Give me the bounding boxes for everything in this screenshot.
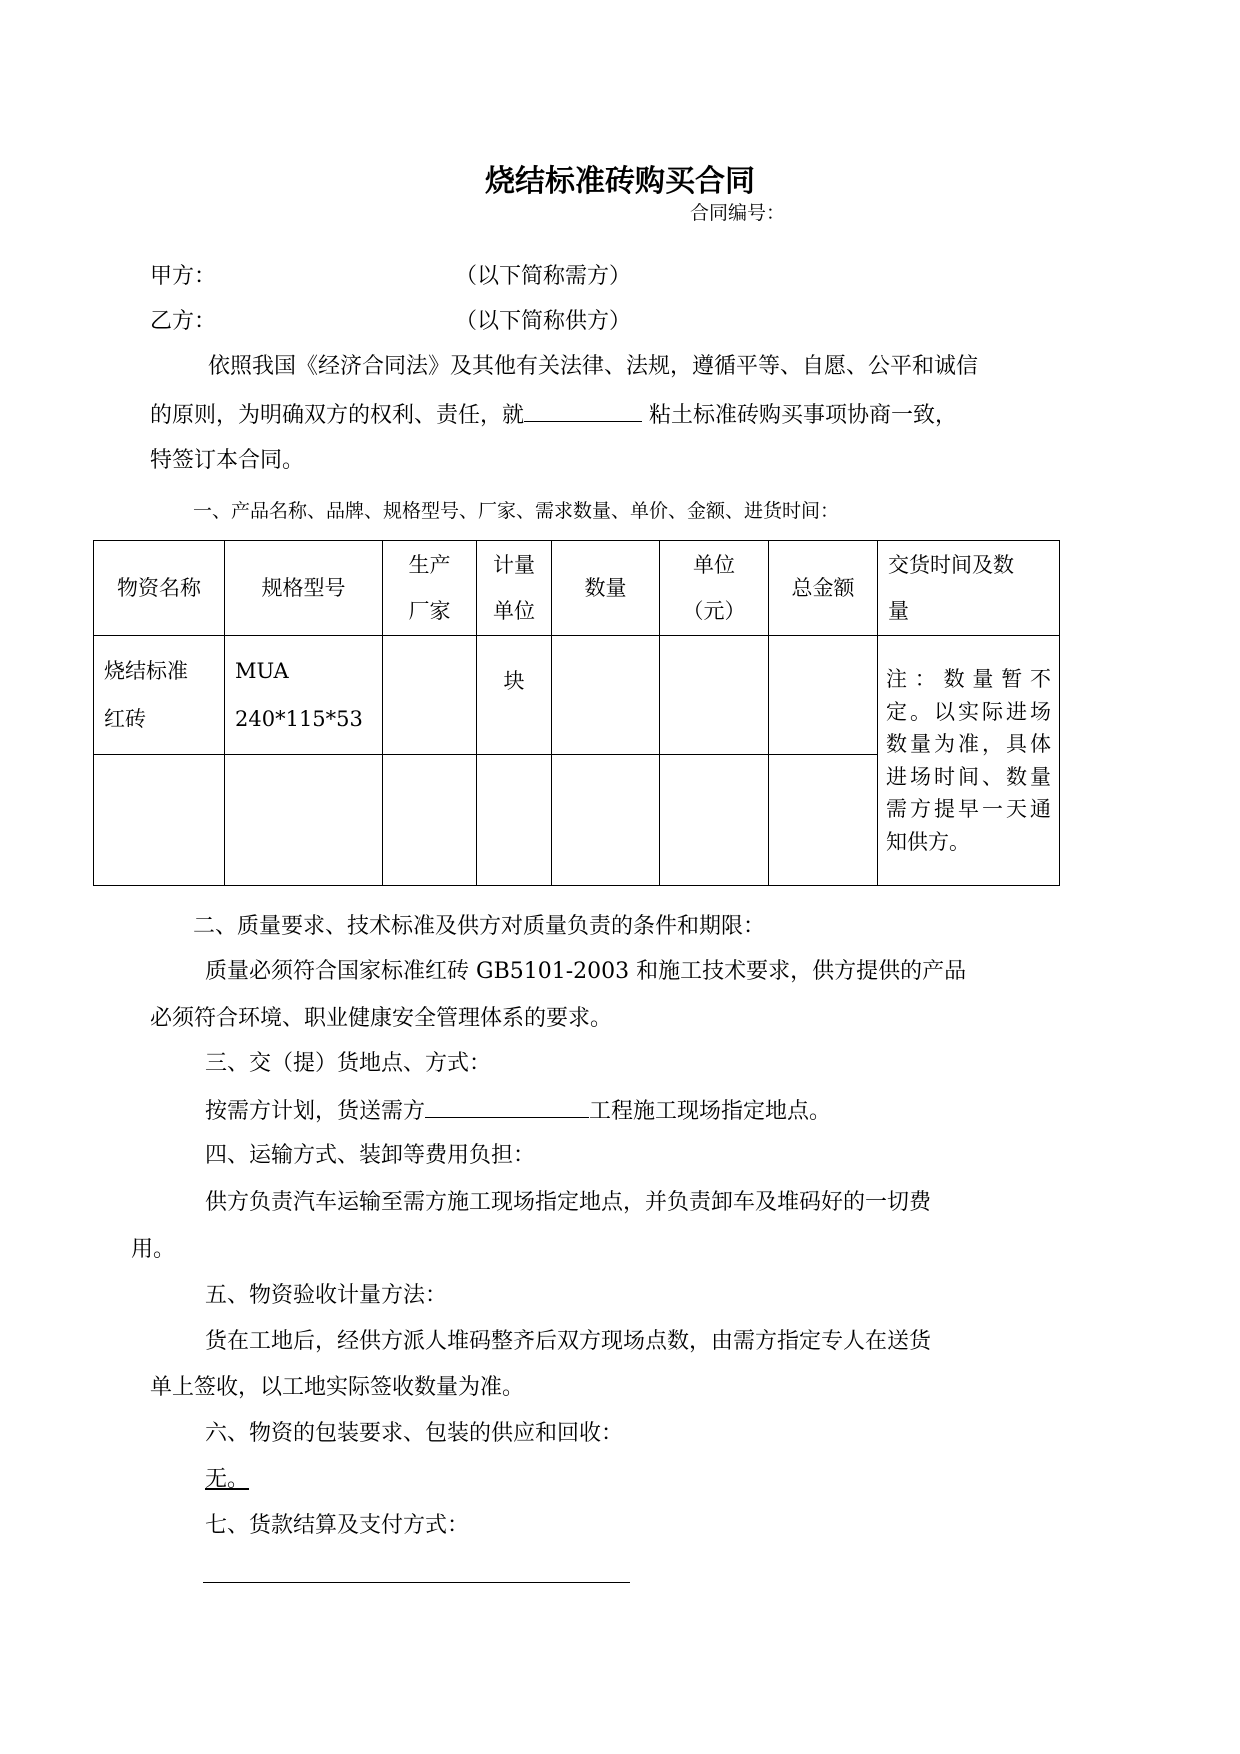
header-maker-line-2: 厂家 (408, 599, 451, 623)
section-4-title: 四、运输方式、装卸等费用负担： (205, 1143, 536, 1168)
party-a-note: （以下简称需方） (455, 264, 632, 289)
empty-cell (769, 755, 878, 886)
preamble-line-2-start: 的原则，为明确双方的权利、责任，就 (150, 403, 525, 428)
section-2-body-line-1: 质量必须符合国家标准红砖 GB5101-2003 和施工技术要求，供方提供的产品 (205, 959, 967, 984)
preamble-line-2 (150, 399, 957, 431)
cell-spec-line-1: MUA (235, 659, 289, 683)
section-4-body-line-1: 供方负责汽车运输至需方施工现场指定地点，并负责卸车及堆码好的一切费 (205, 1190, 932, 1215)
header-price-line-1: 单位 (693, 553, 735, 577)
table-row (94, 636, 1060, 755)
cell-unit: 块 (477, 636, 552, 755)
section-5-body-line-2: 单上签收，以工地实际签收数量为准。 (150, 1375, 525, 1400)
party-b-label: 乙方： (150, 309, 217, 334)
section-1-title: 一、产品名称、品牌、规格型号、厂家、需求数量、单价、金额、进货时间： (193, 500, 840, 522)
header-price (660, 541, 769, 636)
preamble-line-3: 特签订本合同。 (150, 448, 305, 473)
section-3-title: 三、交（提）货地点、方式： (205, 1051, 492, 1076)
section-5-title: 五、物资验收计量方法： (205, 1283, 448, 1308)
section-7-title: 七、货款结算及支付方式： (205, 1513, 470, 1538)
header-unit (477, 541, 552, 636)
cell-spec (225, 636, 383, 755)
empty-cell (94, 755, 225, 886)
cell-qty (552, 636, 660, 755)
cell-name-line-2: 红砖 (104, 707, 146, 731)
cell-name-line-1: 烧结标准 (104, 659, 188, 683)
empty-cell (552, 755, 660, 886)
header-maker-line-1: 生产 (408, 553, 451, 577)
header-qty: 数量 (552, 541, 660, 636)
party-a-label: 甲方： (150, 264, 217, 289)
cell-total (769, 636, 878, 755)
preamble-line-1: 依照我国《经济合同法》及其他有关法律、法规，遵循平等、自愿、公平和诚信 (208, 354, 979, 379)
cell-name (94, 636, 225, 755)
header-total: 总金额 (769, 541, 878, 636)
header-maker (383, 541, 477, 636)
contract-number-label: 合同编号： (690, 202, 786, 224)
header-delivery-line-2: 量 (888, 599, 909, 623)
payment-blank-line (203, 1582, 630, 1583)
header-delivery (878, 541, 1060, 636)
section-6-body: 无。 (205, 1467, 250, 1492)
section-2-title: 二、质量要求、技术标准及供方对质量负责的条件和期限： (193, 914, 766, 939)
section-3-body-start: 按需方计划，货送需方 (205, 1099, 426, 1124)
section-3-body-end: 工程施工现场指定地点。 (589, 1099, 832, 1124)
empty-cell (383, 755, 477, 886)
cell-spec-line-2: 240*115*53 (235, 707, 363, 731)
delivery-note: 注：数量暂不定。以实际进场数量为准，具体进场时间、数量需方提早一天通知供方。 (878, 636, 1060, 886)
cell-maker (383, 636, 477, 755)
header-price-line-2: （元） (682, 599, 746, 623)
table-header-row (94, 541, 1060, 636)
product-blank (524, 399, 642, 422)
section-2-body-line-2: 必须符合环境、职业健康安全管理体系的要求。 (150, 1006, 613, 1031)
header-unit-line-1: 计量 (493, 553, 535, 577)
project-blank (425, 1095, 589, 1118)
preamble-line-2-end: 粘土标准砖购买事项协商一致， (642, 403, 958, 428)
section-4-body-line-2: 用。 (131, 1237, 176, 1262)
cell-price (660, 636, 769, 755)
section-6-title: 六、物资的包装要求、包装的供应和回收： (205, 1421, 624, 1446)
goods-table (93, 540, 1060, 886)
section-3-body (205, 1095, 831, 1127)
header-name: 物资名称 (94, 541, 225, 636)
document-title: 烧结标准砖购买合同 (485, 164, 755, 199)
party-b-note: （以下简称供方） (455, 309, 632, 334)
empty-cell (660, 755, 769, 886)
section-5-body-line-1: 货在工地后，经供方派人堆码整齐后双方现场点数，由需方指定专人在送货 (205, 1329, 932, 1354)
header-spec: 规格型号 (225, 541, 383, 636)
empty-cell (477, 755, 552, 886)
empty-cell (225, 755, 383, 886)
header-unit-line-2: 单位 (493, 599, 535, 623)
header-delivery-line-1: 交货时间及数 (888, 553, 1014, 577)
